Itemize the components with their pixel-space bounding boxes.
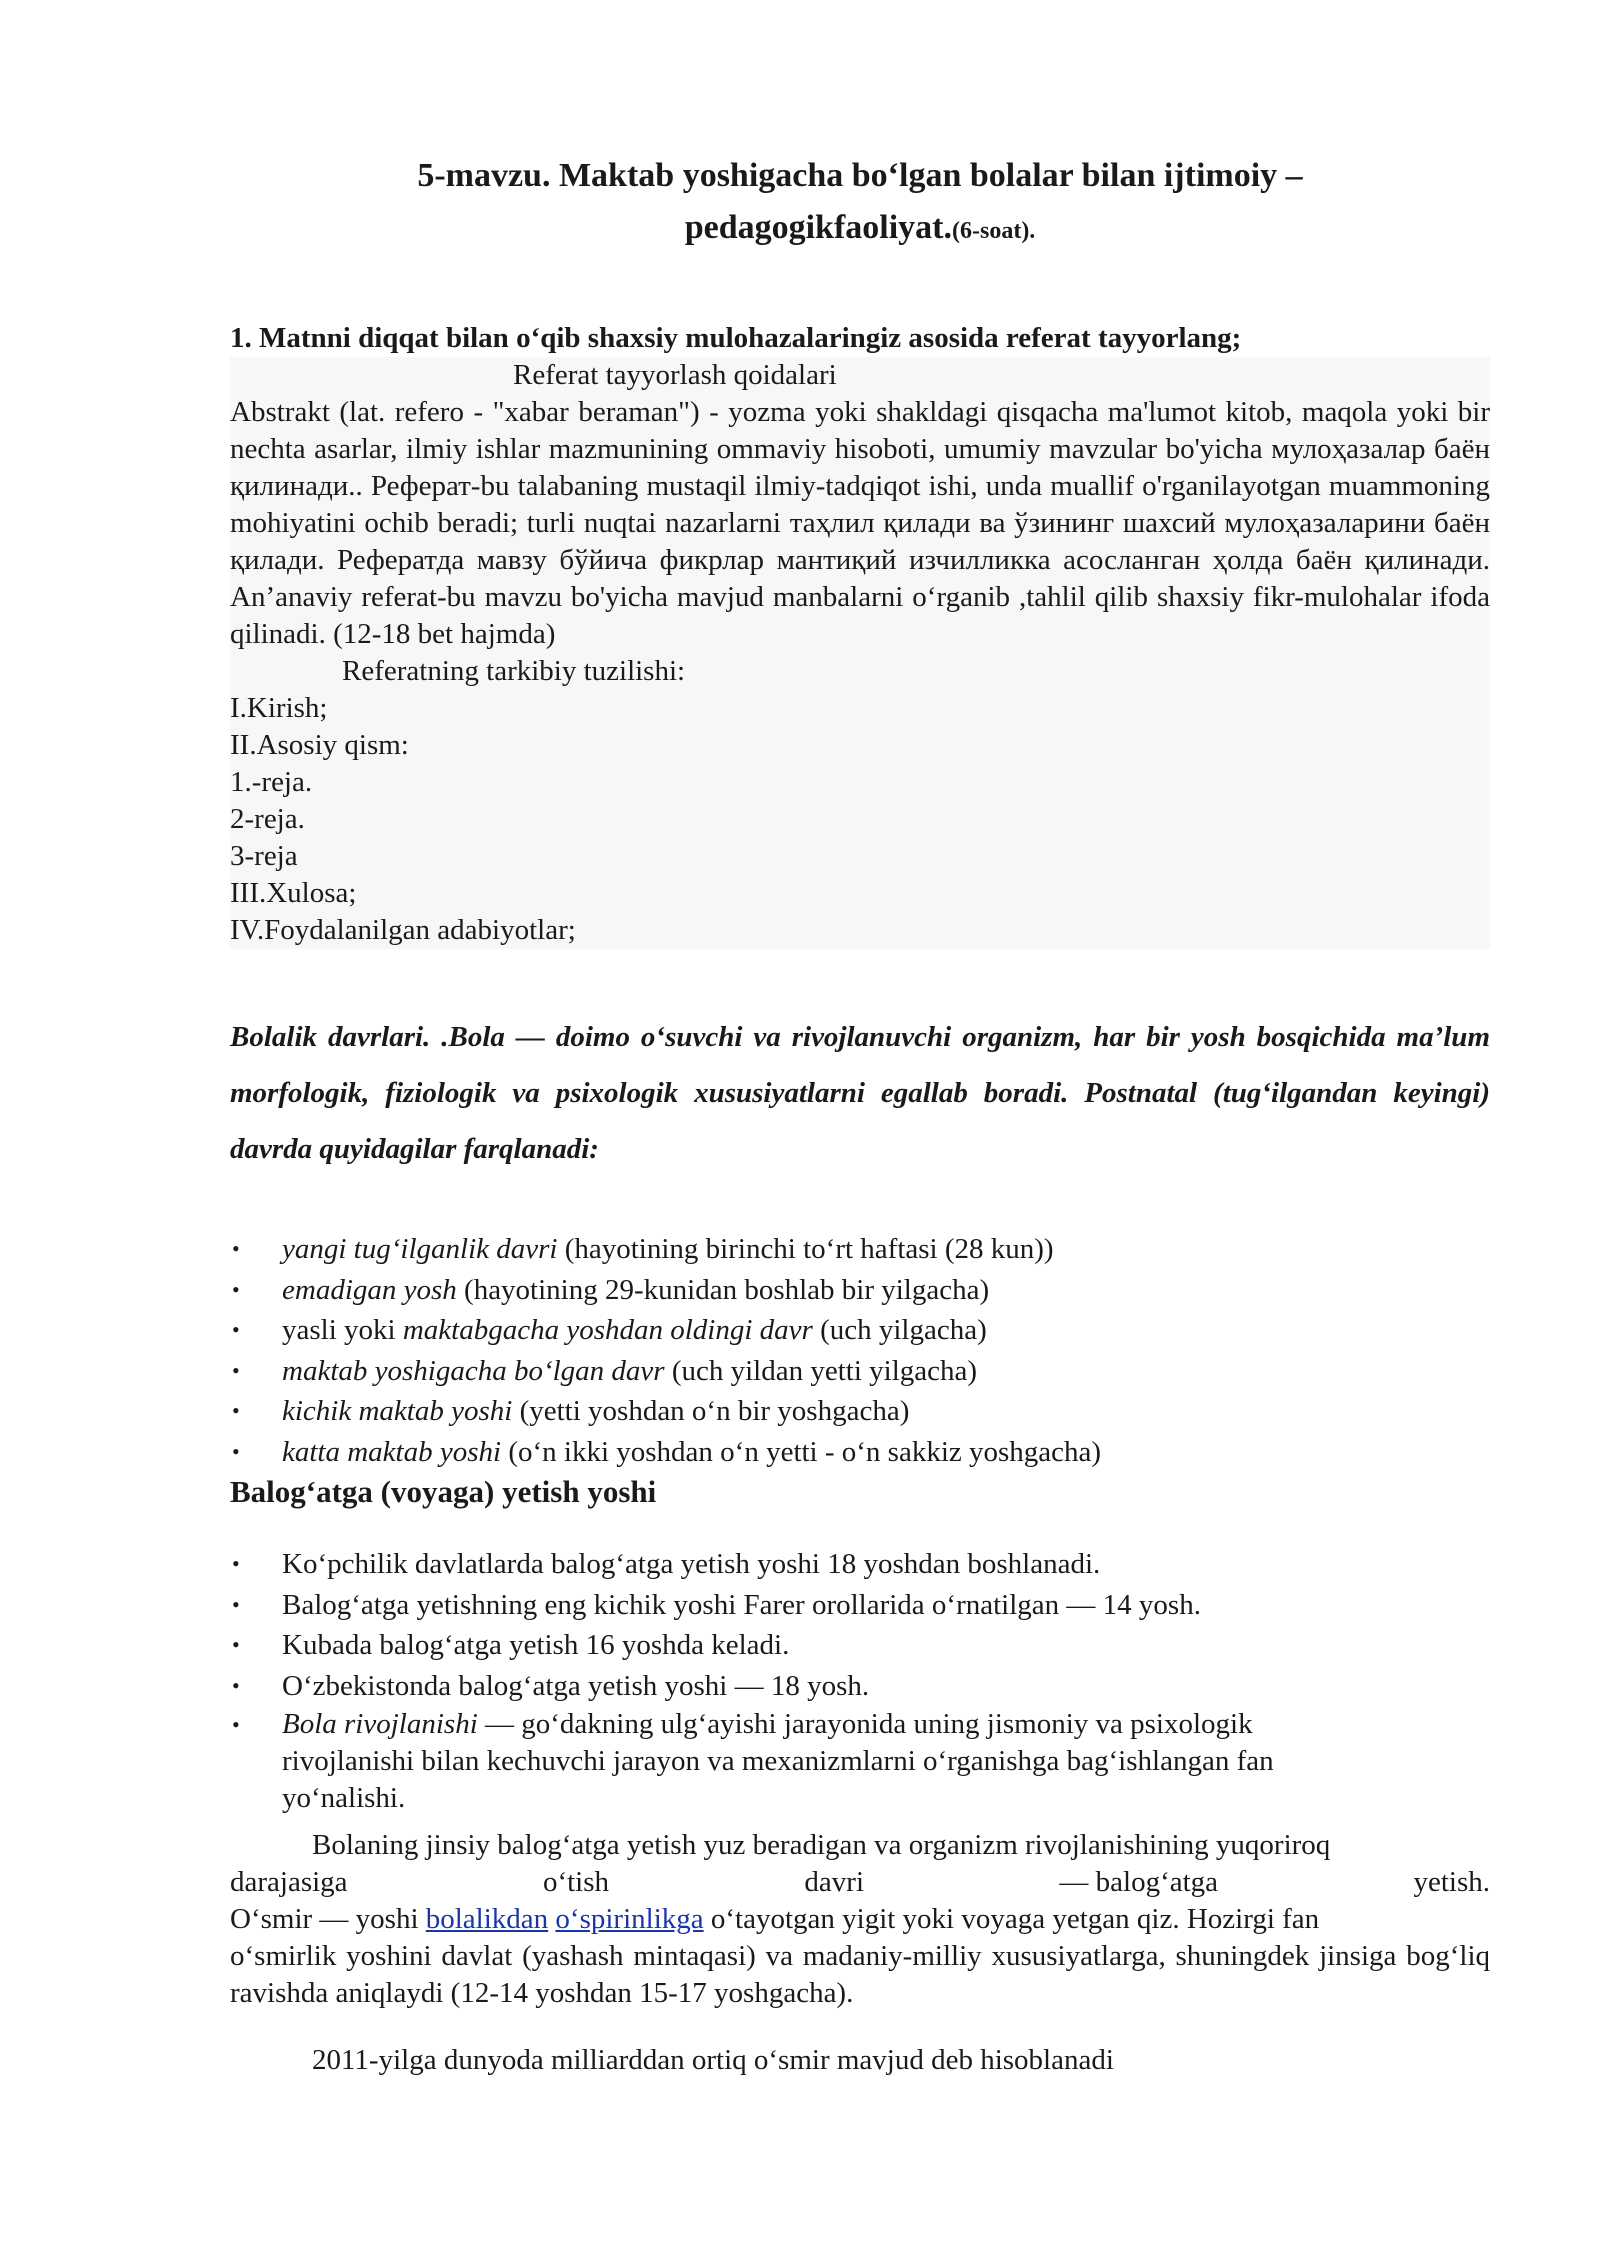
structure-item: 3-reja [230, 840, 298, 872]
bullet-icon: • [232, 1357, 240, 1383]
balog-heading: Balog‘atga (voyaga) yetish yoshi [230, 1474, 657, 1509]
list-item: • Ko‘pchilik davlatlarda balog‘atga yetish yoshi 18 yoshdan boshlanadi. [230, 1544, 1490, 1585]
osmir-paragraph: Bolaning jinsiy balog‘atga yetish yuz beradigan va organizm rivojlanishining yuqoriroq darajasiga o‘tish davri — balog‘atga yetish. O‘smir — yoshi bolalikdan o‘spirinlikga o‘tayotgan yigit yoki voyaga yetgan qiz. Hozirgi fan o‘smirlik yoshini davlat (yashash mintaqasi) va madaniy-milliy xususiyatlarga, shuningdek jinsiga bog‘liq ravishda aniqlaydi (12-14 yoshdan 15-17 yoshgacha). [230, 1829, 1490, 2009]
title-line-1: 5-mavzu. Maktab yoshigacha bo‘lgan bolalar bilan ijtimoiy – [417, 157, 1303, 194]
bullet-icon: • [232, 1591, 240, 1617]
balog-list [230, 1544, 1490, 1817]
bullet-icon: • [232, 1551, 240, 1576]
bolalikdan-link[interactable]: bolalikdan [425, 1903, 549, 1935]
list-item: • kichik maktab yoshi (yetti yoshdan o‘n bir yoshgacha) [230, 1391, 1490, 1432]
referat-paragraph: Abstrakt (lat. refero - "xabar beraman") - yozma yoki shakldagi qisqacha ma'lumot kitob, maqola yoki bir nechta asarlar, ilmiy ishlar mazmunining ommaviy hisoboti, umumiy mavzular bo'yicha мулоҳазалар баён қилинади.. Реферат-bu talabaning mustaqil ilmiy-tadqiqot ishi, unda muallif o'rganilayotgan muammoning mohiyatini ochib beradi; turli nuqtai nazarlarni таҳлил қилади ва ўзининг шахсий мулоҳазаларини баён қилади. Рефератда мавзу бўйича фикрлар мантиқий изчилликка асосланган ҳолда баён қилинади. An’anaviy referat-bu mavzu bo'yicha mavjud manbalarni o‘rganib ,tahlil qilib shaxsiy fikr-mulohalar ifoda qilinadi. (12-18 bet hajmda) [230, 396, 1490, 650]
bullet-icon: • [232, 1438, 240, 1464]
structure-item: II.Asosiy qism: [230, 729, 409, 761]
list-item: • Bola rivojlanishi — go‘dakning ulg‘ayishi jarayonida uning jismoniy va psixologik rivojlanishi bilan kechuvchi jarayon va mexanizmlarni o‘rganishga bag‘ishlangan fan yo‘nalishi. [232, 1708, 1274, 1814]
document-page [230, 150, 1490, 2079]
structure-item: III.Xulosa; [230, 877, 357, 909]
list-item: • katta maktab yoshi (o‘n ikki yoshdan o‘n yetti - o‘n sakkiz yoshgacha) [230, 1432, 1490, 1473]
bullet-icon: • [232, 1317, 240, 1342]
last-paragraph: 2011-yilga dunyoda milliarddan ortiq o‘smir mavjud deb hisoblanadi [312, 2044, 1114, 2076]
bullet-icon: • [232, 1398, 240, 1423]
bullet-icon: • [232, 1632, 240, 1657]
list-item: • yangi tug‘ilganlik davri (hayotining birinchi to‘rt haftasi (28 kun)) [230, 1229, 1490, 1270]
list-item: • maktab yoshigacha bo‘lgan davr (uch yildan yetti yilgacha) [230, 1351, 1490, 1392]
list-item: • O‘zbekistonda balog‘atga yetish yoshi — 18 yosh. [230, 1666, 1490, 1707]
task-heading: 1. Matnni diqqat bilan o‘qib shaxsiy mulohazalaringiz asosida referat tayyorlang; [230, 322, 1242, 354]
list-item: • Kubada balog‘atga yetish 16 yoshda keladi. [230, 1625, 1490, 1666]
ospirinlikga-link[interactable]: o‘spirinlikga [555, 1903, 704, 1935]
title-hours: (6-soat). [952, 218, 1036, 244]
page-title [230, 150, 1490, 257]
referat-box [230, 357, 1490, 949]
periods-list [230, 1229, 1490, 1472]
list-item: • Balog‘atga yetishning eng kichik yoshi Farer orollarida o‘rnatilgan — 14 yosh. [230, 1585, 1490, 1626]
bullet-icon: • [232, 1712, 240, 1737]
structure-item: 1.-reja. [230, 766, 313, 798]
structure-item: I.Kirish; [230, 692, 328, 724]
title-line-2: pedagogikfaoliyat.(6-soat). [684, 209, 1036, 246]
bullet-icon: • [232, 1236, 240, 1261]
bullet-icon: • [232, 1276, 240, 1302]
bolalik-paragraph: Bolalik davrlari. .Bola — doimo o‘suvchi va rivojlanuvchi organizm, har bir yosh bosqichida ma’lum morfologik, fiziologik va psixologik xususiyatlarni egallab boradi. Postnatal (tug‘ilgandan keyingi) davrda quyidagilar farqlanadi: [230, 1021, 1490, 1165]
list-item: • emadigan yosh (hayotining 29-kunidan boshlab bir yilgacha) [230, 1270, 1490, 1311]
structure-item: 2-reja. [230, 803, 305, 835]
referat-heading: Referat tayyorlash qoidalari [513, 359, 837, 391]
structure-item: IV.Foydalanilgan adabiyotlar; [230, 914, 576, 946]
list-item: • yasli yoki maktabgacha yoshdan oldingi davr (uch yilgacha) [230, 1310, 1490, 1351]
structure-heading: Referatning tarkibiy tuzilishi: [342, 655, 686, 687]
bullet-icon: • [232, 1672, 240, 1698]
